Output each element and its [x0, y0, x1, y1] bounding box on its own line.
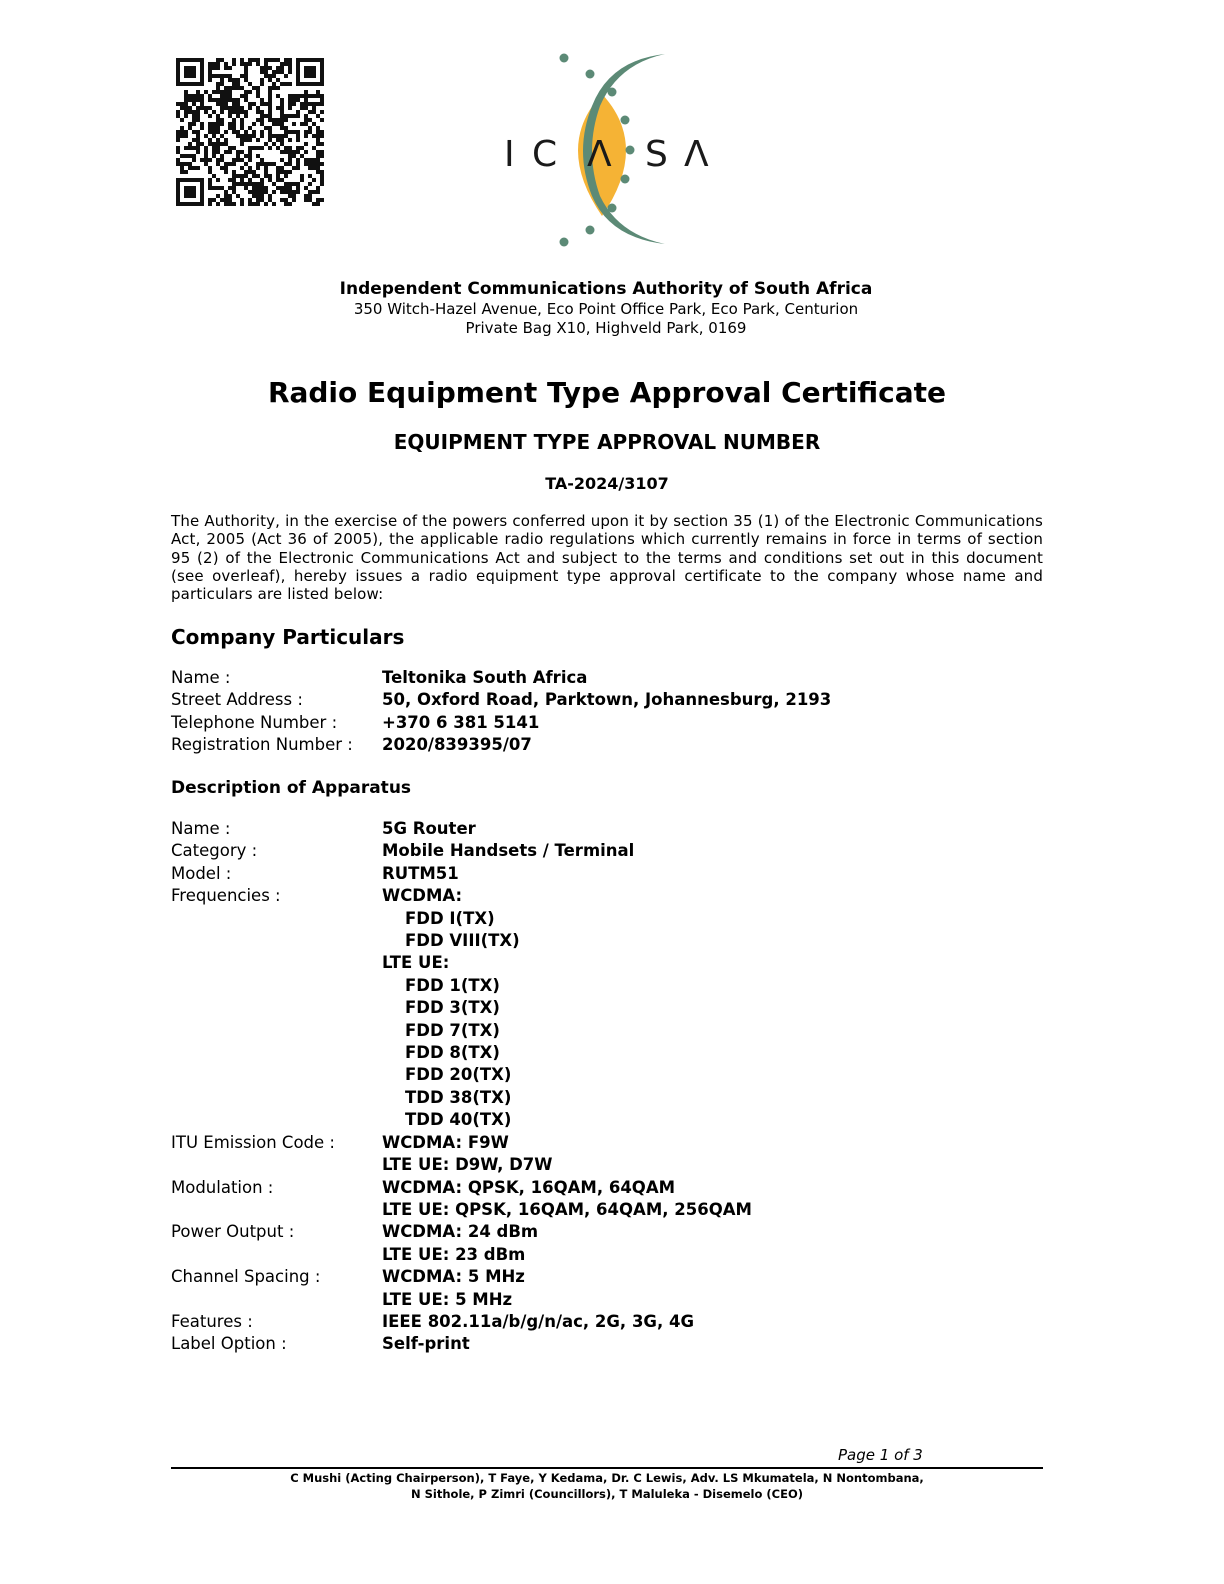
detail-label: Registration Number : [171, 735, 353, 755]
qr-finder-pattern [184, 186, 196, 198]
detail-value: FDD VIII(TX) [405, 931, 520, 951]
detail-label: Telephone Number : [171, 712, 338, 732]
qr-finder-pattern [184, 66, 196, 78]
detail-value: RUTM51 [382, 863, 459, 883]
apparatus-description-heading: Description of Apparatus [171, 778, 412, 798]
detail-value: LTE UE: QPSK, 16QAM, 64QAM, 256QAM [382, 1199, 752, 1219]
detail-row [171, 1064, 1051, 1086]
detail-value: Self-print [382, 1334, 470, 1354]
detail-row [171, 1109, 1051, 1131]
detail-row [171, 1154, 1051, 1176]
detail-label: Channel Spacing : [171, 1267, 321, 1287]
detail-row [171, 1132, 1051, 1154]
detail-row [171, 908, 1051, 930]
detail-row [171, 1177, 1051, 1199]
detail-value: LTE UE: 5 MHz [382, 1289, 513, 1309]
logo-dot [621, 116, 630, 125]
detail-value: +370 6 381 5141 [382, 712, 540, 732]
detail-value: LTE UE: [382, 953, 450, 973]
detail-value: WCDMA: [382, 886, 463, 906]
detail-row [171, 667, 1051, 689]
detail-label [171, 1020, 382, 1042]
detail-label [171, 1244, 382, 1266]
footer-divider [171, 1467, 1043, 1469]
intro-paragraph: The Authority, in the exercise of the powers conferred upon it by section 35 (1) of the Electronic Communications Act, 2005 (Act 36 of 2005), the applicable radio regulations which currently remains in force in terms of section 95 (2) of the Electronic Communications Act and subject to the terms and conditions set out in this document (see overleaf), hereby issues a radio equipment type approval certificate to the company whose name and particulars are listed below: [171, 512, 1043, 604]
detail-value: 2020/839395/07 [382, 735, 532, 755]
detail-row [171, 712, 1051, 734]
detail-row [171, 818, 1051, 840]
detail-label [171, 975, 382, 997]
approval-number-heading: EQUIPMENT TYPE APPROVAL NUMBER [393, 430, 821, 454]
detail-label [171, 1109, 382, 1131]
detail-value: LTE UE: 23 dBm [382, 1244, 526, 1264]
detail-row [171, 1087, 1051, 1109]
detail-label: Label Option : [171, 1334, 287, 1354]
detail-value: FDD I(TX) [405, 908, 495, 928]
logo-dot [608, 88, 617, 97]
approval-number: TA-2024/3107 [545, 474, 669, 493]
detail-row [171, 1289, 1051, 1311]
detail-row [171, 930, 1051, 952]
detail-label [171, 997, 382, 1019]
detail-value: 50, Oxford Road, Parktown, Johannesburg, 2193 [382, 690, 832, 710]
organization-name: Independent Communications Authority of South Africa [339, 279, 873, 299]
detail-value: FDD 3(TX) [405, 998, 500, 1018]
detail-label [171, 930, 382, 952]
detail-value: LTE UE: D9W, D7W [382, 1155, 553, 1175]
detail-row [171, 1020, 1051, 1042]
detail-label: ITU Emission Code : [171, 1132, 335, 1152]
company-particulars-list [171, 667, 1051, 757]
detail-label: Name : [171, 668, 231, 687]
detail-value: FDD 20(TX) [405, 1065, 512, 1085]
logo-letter: I [504, 134, 515, 175]
logo-letter: S [645, 134, 668, 175]
footer-line-1: C Mushi (Acting Chairperson), T Faye, Y Kedama, Dr. C Lewis, Adv. LS Mkumatela, N Nontombana, [290, 1471, 924, 1485]
detail-label: Power Output : [171, 1222, 295, 1242]
detail-value: TDD 38(TX) [405, 1087, 512, 1107]
logo-dot [586, 70, 595, 79]
icasa-logo [490, 46, 720, 251]
detail-label: Model : [171, 863, 232, 883]
detail-label: Category : [171, 841, 258, 861]
detail-label: Frequencies : [171, 886, 281, 906]
address-line-1: 350 Witch-Hazel Avenue, Eco Point Office Park, Eco Park, Centurion [353, 300, 859, 318]
detail-value: WCDMA: QPSK, 16QAM, 64QAM [382, 1177, 676, 1197]
detail-row [171, 997, 1051, 1019]
detail-label [171, 1199, 382, 1221]
address-line-2: Private Bag X10, Highveld Park, 0169 [465, 319, 747, 337]
detail-label: Street Address : [171, 690, 303, 710]
detail-label [171, 1154, 382, 1176]
detail-label [171, 1289, 382, 1311]
footer-line-2: N Sithole, P Zimri (Councillors), T Maluleka - Disemelo (CEO) [411, 1486, 803, 1501]
detail-row [171, 885, 1051, 907]
detail-label: Name : [171, 819, 231, 838]
logo-letter: C [532, 134, 558, 175]
detail-value: FDD 7(TX) [405, 1020, 500, 1040]
detail-value: Teltonika South Africa [382, 668, 588, 687]
footer-councillors [171, 1471, 1043, 1502]
qr-code [176, 58, 324, 206]
detail-value: FDD 8(TX) [405, 1043, 500, 1063]
logo-dot [586, 226, 595, 235]
detail-row [171, 1333, 1051, 1355]
detail-label [171, 1064, 382, 1086]
detail-row [171, 734, 1051, 756]
detail-row [171, 1266, 1051, 1288]
certificate-title: Radio Equipment Type Approval Certificate [267, 376, 947, 409]
qr-finder-pattern [304, 66, 316, 78]
detail-label: Modulation : [171, 1177, 274, 1197]
detail-value: 5G Router [382, 819, 476, 838]
detail-row [171, 1244, 1051, 1266]
detail-label [171, 1087, 382, 1109]
detail-value: IEEE 802.11a/b/g/n/ac, 2G, 3G, 4G [382, 1311, 695, 1331]
detail-row [171, 952, 1051, 974]
detail-value: WCDMA: F9W [382, 1132, 509, 1152]
logo-letter: Λ [684, 134, 709, 175]
detail-value: TDD 40(TX) [405, 1110, 512, 1130]
detail-row [171, 1221, 1051, 1243]
logo-dot [626, 146, 635, 155]
logo-dot [560, 238, 569, 247]
detail-label [171, 1042, 382, 1064]
apparatus-description-list [171, 818, 1051, 1356]
logo-letter: Λ [587, 134, 612, 175]
detail-row [171, 689, 1051, 711]
company-particulars-heading: Company Particulars [171, 625, 405, 649]
logo-dot [608, 204, 617, 213]
authority-header [0, 278, 1212, 338]
detail-row [171, 1199, 1051, 1221]
detail-value: WCDMA: 5 MHz [382, 1267, 525, 1287]
detail-row [171, 975, 1051, 997]
detail-row [171, 1311, 1051, 1333]
detail-row [171, 863, 1051, 885]
logo-dot [621, 175, 630, 184]
logo-dot [560, 54, 569, 63]
detail-label [171, 952, 382, 974]
detail-label [171, 908, 382, 930]
page-number: Page 1 of 3 [838, 1446, 923, 1464]
detail-label: Features : [171, 1311, 253, 1331]
detail-value: WCDMA: 24 dBm [382, 1222, 539, 1242]
detail-value: FDD 1(TX) [405, 975, 500, 995]
detail-row [171, 1042, 1051, 1064]
detail-value: Mobile Handsets / Terminal [382, 841, 635, 861]
detail-row [171, 840, 1051, 862]
